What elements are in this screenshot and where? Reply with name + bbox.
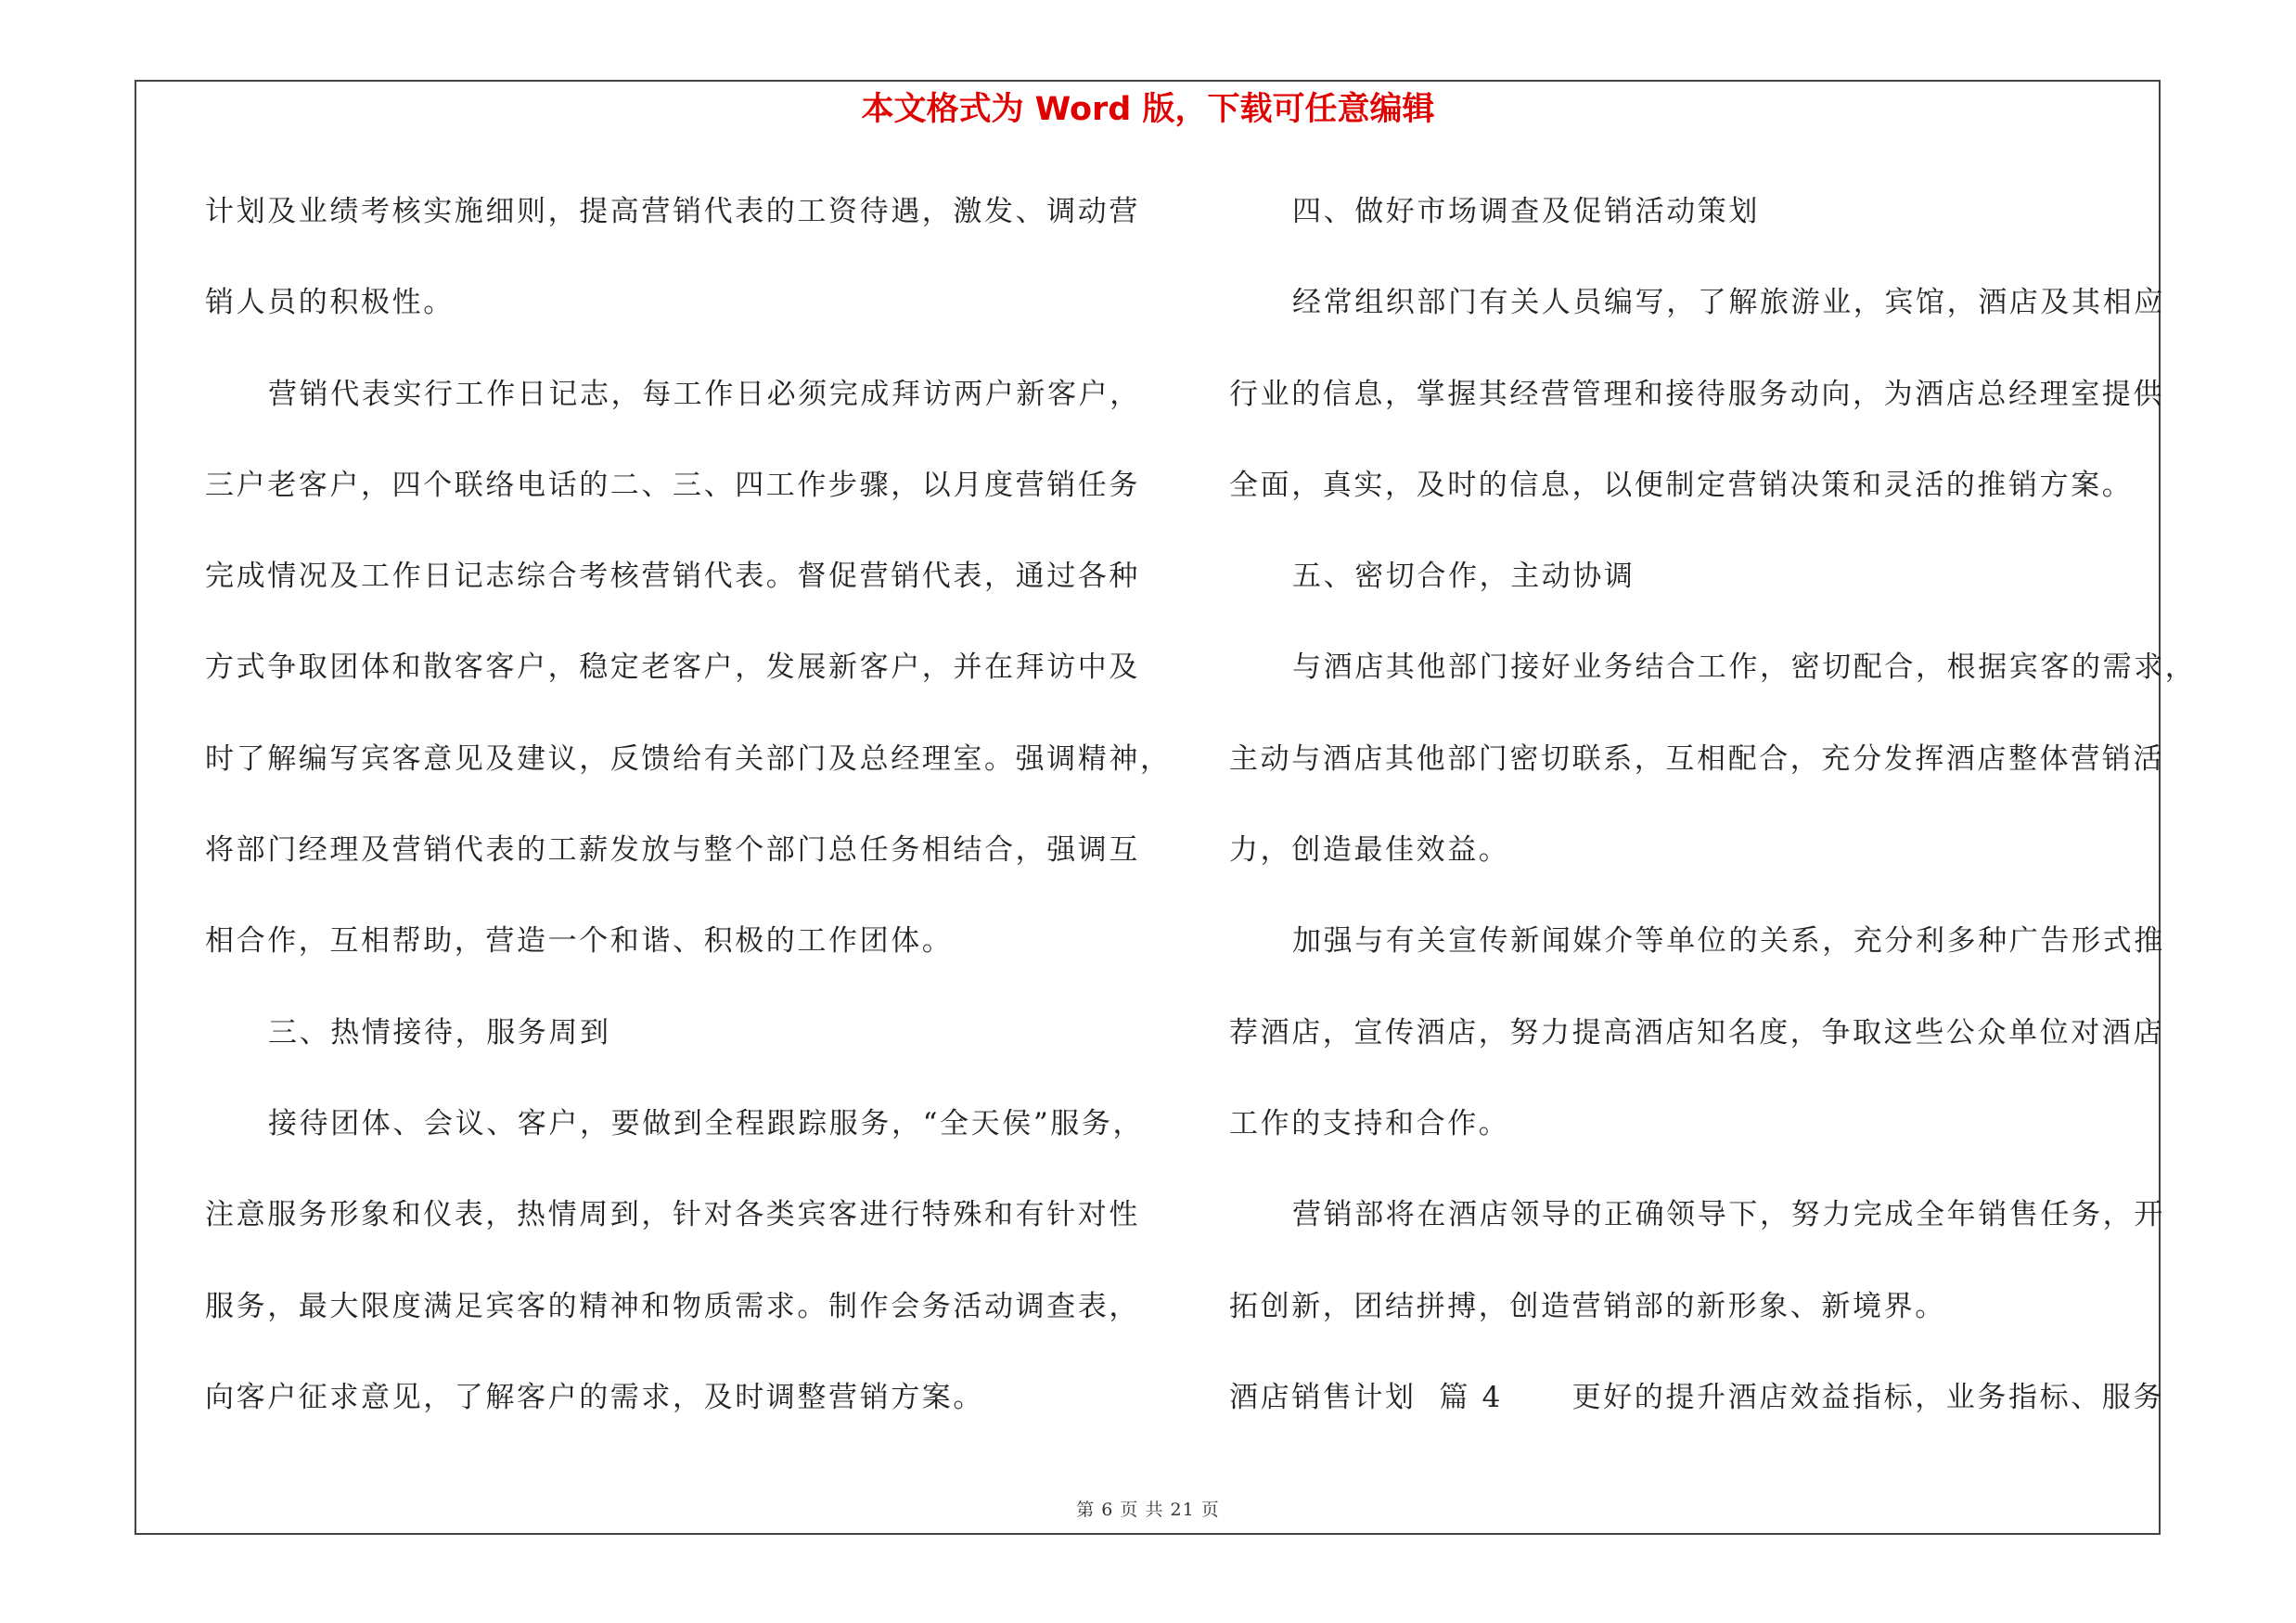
format-banner: 本文格式为 Word 版，下载可任意编辑 bbox=[861, 91, 1435, 128]
right-column bbox=[1229, 181, 2197, 1458]
text-line: 向客户征求意见，了解客户的需求，及时调整营销方案。 bbox=[205, 1380, 984, 1414]
text-line: 力，创造最佳效益。 bbox=[1229, 833, 1510, 868]
text-line: 拓创新，团结拼搏，创造营销部的新形象、新境界。 bbox=[1229, 1289, 1946, 1323]
text-line: 完成情况及工作日记志综合考核营销代表。督促营销代表，通过各种 bbox=[205, 560, 1140, 594]
text-line: 全面，真实，及时的信息，以便制定营销决策和灵活的推销方案。 bbox=[1229, 468, 2134, 502]
text-line: 服务，最大限度满足宾客的精神和物质需求。制作会务活动调查表， bbox=[205, 1289, 1140, 1323]
paragraph-start: 加强与有关宣传新闻媒介等单位的关系，充分利多种广告形式推 bbox=[1292, 924, 2165, 959]
paragraph-start: 营销部将在酒店领导的正确领导下，努力完成全年销售任务，开 bbox=[1292, 1198, 2165, 1232]
paragraph-start: 营销代表实行工作日记志，每工作日必须完成拜访两户新客户， bbox=[268, 377, 1141, 411]
text-line: 计划及业绩考核实施细则，提高营销代表的工资待遇，激发、调动营 bbox=[205, 195, 1140, 228]
paragraph-start: 与酒店其他部门接好业务结合工作，密切配合，根据宾客的需求， bbox=[1292, 650, 2197, 685]
page-number: 第 6 页 共 21 页 bbox=[1076, 1500, 1220, 1520]
section-heading: 四、做好市场调查及促销活动策划 bbox=[1292, 195, 1760, 228]
section-heading: 三、热情接待，服务周到 bbox=[268, 1015, 611, 1050]
text-line: 时了解编写宾客意见及建议，反馈给有关部门及总经理室。强调精神， bbox=[205, 741, 1172, 776]
text-line: 行业的信息，掌握其经营管理和接待服务动向，为酒店总经理室提供 bbox=[1229, 377, 2164, 411]
text-line: 主动与酒店其他部门密切联系，互相配合，充分发挥酒店整体营销活 bbox=[1229, 741, 2164, 776]
text-line: 荐酒店，宣传酒店，努力提高酒店知名度，争取这些公众单位对酒店 bbox=[1229, 1015, 2164, 1050]
text-line: 酒店销售计划 篇 4 更好的提升酒店效益指标，业务指标、服务 bbox=[1229, 1380, 2165, 1414]
paragraph-start: 接待团体、会议、客户，要做到全程跟踪服务，“全天侯”服务， bbox=[268, 1106, 1145, 1140]
text-line: 销人员的积极性。 bbox=[205, 286, 455, 320]
text-line: 相合作，互相帮助，营造一个和谐、积极的工作团体。 bbox=[205, 924, 954, 959]
text-line: 将部门经理及营销代表的工薪发放与整个部门总任务相结合，强调互 bbox=[205, 833, 1140, 868]
text-line: 三户老客户，四个联络电话的二、三、四工作步骤，以月度营销任务 bbox=[205, 468, 1140, 502]
text-line: 注意服务形象和仪表，热情周到，针对各类宾客进行特殊和有针对性 bbox=[205, 1198, 1140, 1232]
paragraph-start: 经常组织部门有关人员编写，了解旅游业，宾馆，酒店及其相应 bbox=[1292, 286, 2165, 320]
left-column bbox=[205, 181, 1172, 1458]
text-line: 工作的支持和合作。 bbox=[1229, 1106, 1510, 1140]
text-line: 方式争取团体和散客客户，稳定老客户，发展新客户，并在拜访中及 bbox=[205, 650, 1140, 685]
section-heading: 五、密切合作，主动协调 bbox=[1292, 560, 1635, 594]
